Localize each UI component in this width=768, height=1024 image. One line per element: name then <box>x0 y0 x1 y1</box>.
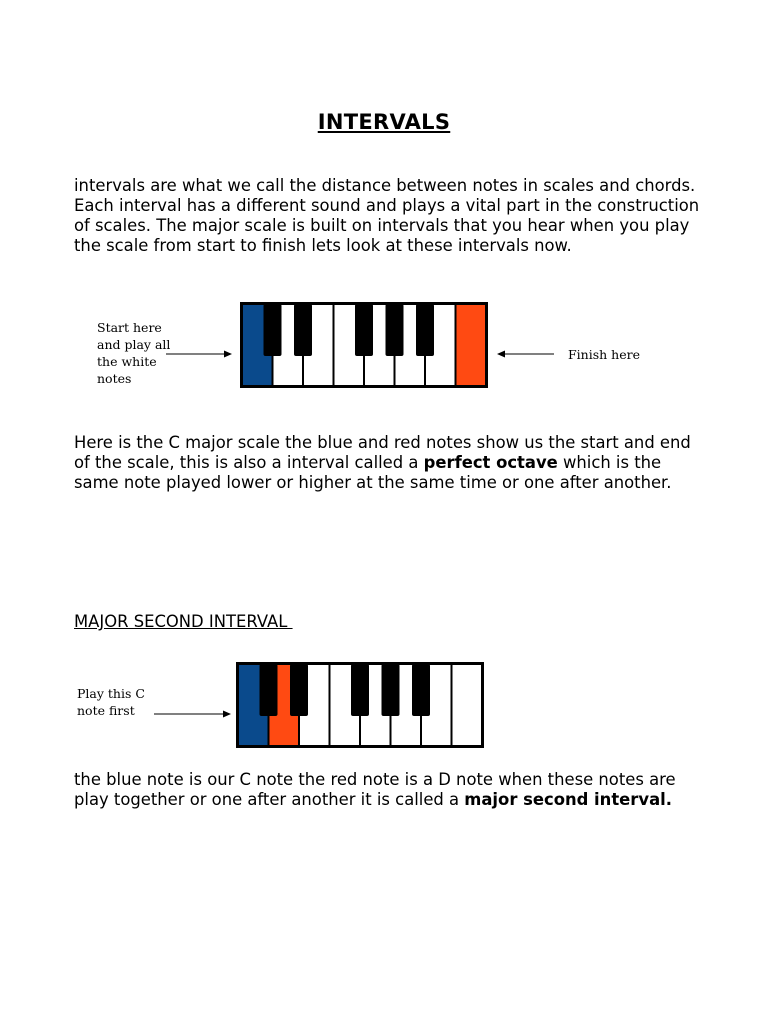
octave-paragraph: Here is the C major scale the blue and red notes show us the start and end of the scale, this is also a interval called a perfect octave which is the same note played lower or higher at the same time or one after another. <box>74 433 691 492</box>
perfect-octave-term: perfect octave <box>423 453 558 472</box>
play-c-first-label: Play this C note first <box>77 686 145 718</box>
intro-paragraph: intervals are what we call the distance between notes in scales and chords. Each interval has a different sound and plays a vital part in the construction of scales. The major scale is built on intervals that you hear when you play the scale from start to finish lets look at these intervals now. <box>74 176 700 255</box>
black-key <box>294 304 312 356</box>
black-key <box>351 664 369 716</box>
white-key <box>456 304 487 386</box>
black-key <box>260 664 278 716</box>
finish-here-label: Finish here <box>568 347 640 362</box>
major-second-paragraph: the blue note is our C note the red note is a D note when these notes are play together or one after another it is called a major second interval. <box>74 770 676 809</box>
black-key <box>355 304 373 356</box>
black-key <box>264 304 282 356</box>
major-second-term: major second interval. <box>464 790 672 809</box>
black-key <box>290 664 308 716</box>
c-major-scale-keyboard <box>240 302 488 388</box>
page-title: INTERVALS <box>317 110 451 134</box>
white-key <box>452 664 483 746</box>
black-key <box>386 304 404 356</box>
major-second-heading: MAJOR SECOND INTERVAL <box>74 612 293 631</box>
black-key <box>382 664 400 716</box>
black-key <box>412 664 430 716</box>
major-second-keyboard <box>236 662 484 748</box>
black-key <box>416 304 434 356</box>
start-here-label: Start here and play all the white notes <box>97 320 171 386</box>
